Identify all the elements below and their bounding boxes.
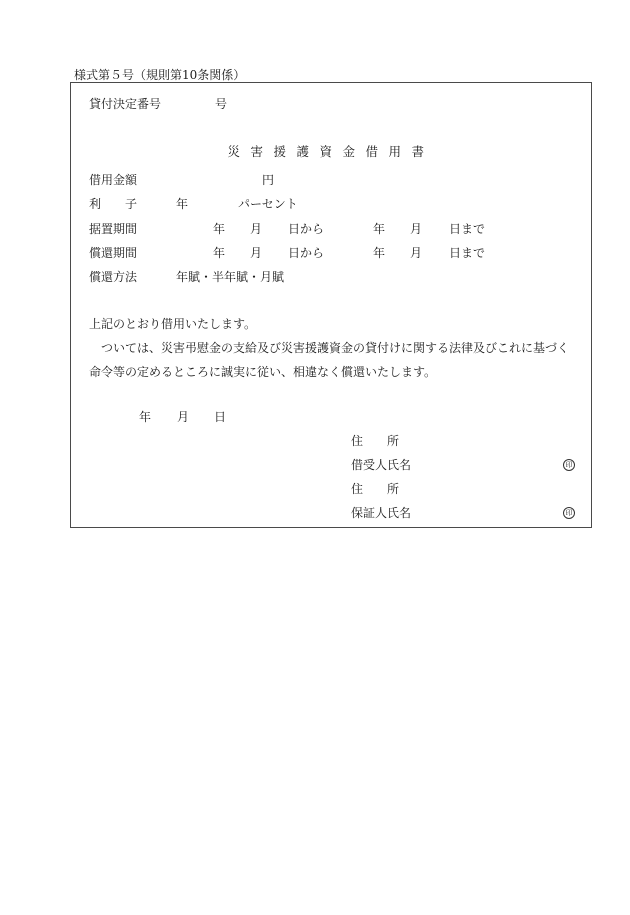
interest-label: 利 子 (89, 197, 138, 211)
repayment-period-year: 年 (213, 246, 226, 260)
loan-decision-number-suffix: 号 (215, 97, 228, 111)
date-day: 日 (214, 410, 227, 424)
deferment-until: 日まで (449, 222, 486, 236)
repayment-period-month-end: 月 (410, 246, 423, 260)
borrower-address-label: 住 所 (351, 434, 400, 448)
date-year: 年 (139, 410, 152, 424)
guarantor-name-label: 保証人氏名 (351, 506, 412, 520)
statement-line1: 上記のとおり借用いたします。 (89, 317, 257, 331)
guarantor-seal-icon: 印 (563, 507, 575, 519)
borrower-name-label: 借受人氏名 (351, 458, 412, 472)
deferment-month: 月 (250, 222, 263, 236)
interest-year: 年 (176, 197, 189, 211)
deferment-year-end: 年 (373, 222, 386, 236)
deferment-month-end: 月 (410, 222, 423, 236)
borrower-seal-icon: 印 (563, 459, 575, 471)
repayment-method-value: 年賦・半年賦・月賦 (176, 270, 285, 284)
repayment-period-label: 償還期間 (89, 246, 138, 260)
repayment-period-year-end: 年 (373, 246, 386, 260)
deferment-from: 日から (288, 222, 325, 236)
repayment-period-month: 月 (250, 246, 263, 260)
guarantor-address-label: 住 所 (351, 482, 400, 496)
amount-unit: 円 (262, 173, 275, 187)
document-title: 災害援護資金借用書 (227, 144, 435, 159)
repayment-period-from: 日から (288, 246, 325, 260)
date-month: 月 (177, 410, 190, 424)
loan-decision-number-label: 貸付決定番号 (89, 97, 162, 111)
repayment-period-until: 日まで (449, 246, 486, 260)
form-number: 様式第５号（規則第10条関係） (74, 68, 246, 82)
deferment-label: 据置期間 (89, 222, 138, 236)
interest-unit: パーセント (238, 197, 298, 211)
repayment-method-label: 償還方法 (89, 270, 138, 284)
deferment-year: 年 (213, 222, 226, 236)
statement-line2: ついては、災害弔慰金の支給及び災害援護資金の貸付けに関する法律及びこれに基づく命令等の定めるところに誠実に従い、相違なく償還いたします。 (89, 341, 570, 379)
amount-label: 借用金額 (89, 173, 138, 187)
